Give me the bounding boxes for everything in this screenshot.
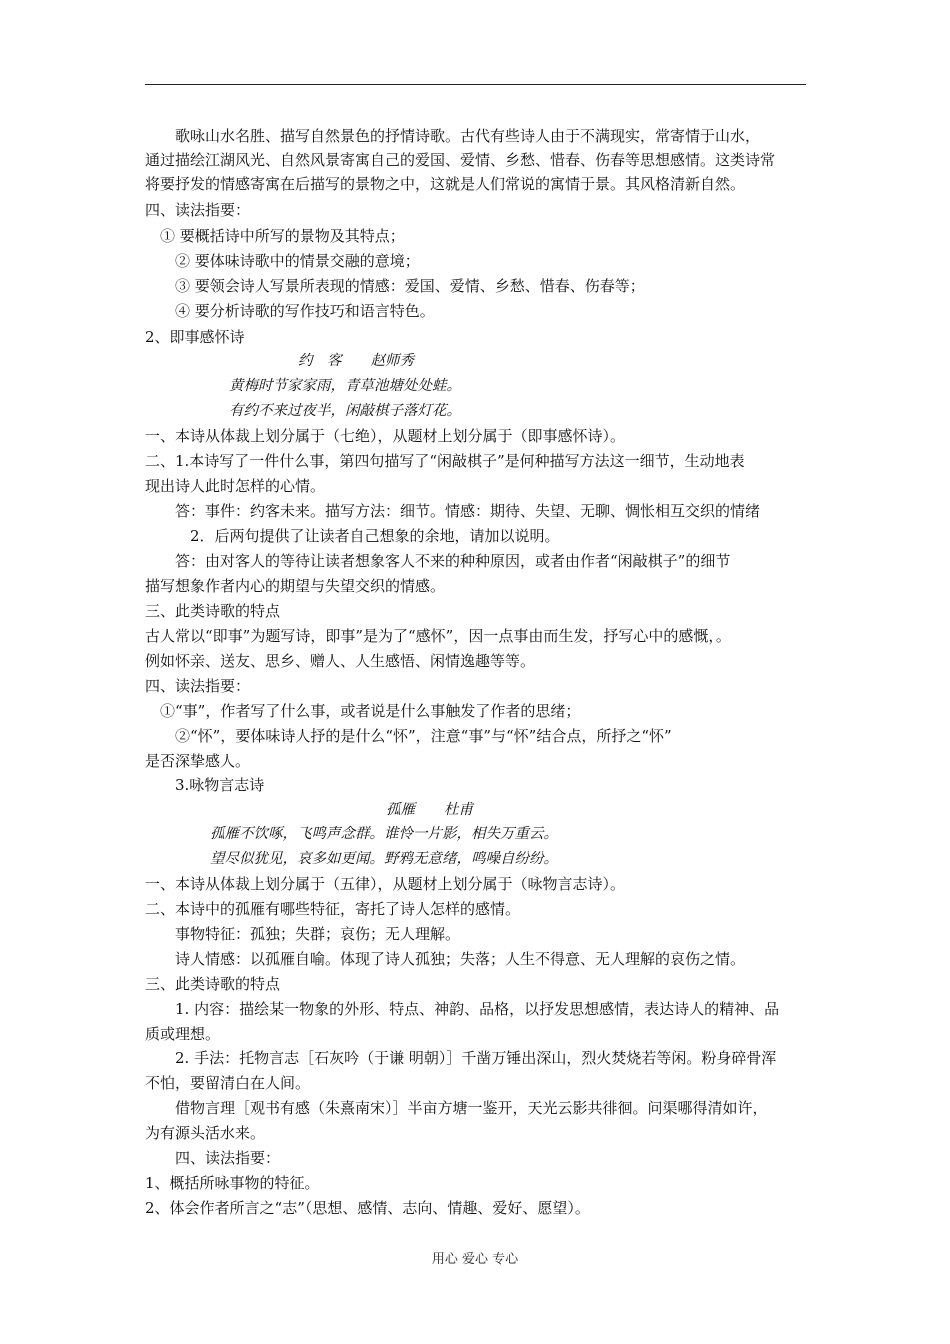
poem-title: 孤雁 杜甫 <box>386 802 473 818</box>
poem-line: 孤雁不饮啄，飞鸣声念群。谁怜一片影，相失万重云。 <box>210 826 558 842</box>
header-rule <box>145 84 806 85</box>
paragraph-line: 二、1.本诗写了一件什么事，第四句描写了“闲敲棋子”是何种描写方法这一细节，生动地表 <box>145 452 745 470</box>
paragraph-line: 通过描绘江湖风光、自然风景寄寓自己的爱国、爱情、乡愁、惜春、伤春等思想感情。这类诗常 <box>145 151 776 169</box>
section-heading: 三、此类诗歌的特点 <box>145 602 281 620</box>
paragraph-line: 二、本诗中的孤雁有哪些特征，寄托了诗人怎样的感情。 <box>145 900 521 918</box>
paragraph-line: 不怕，要留清白在人间。 <box>145 1074 311 1092</box>
poem-line: 有约不来过夜半，闲敲棋子落灯花。 <box>229 403 461 419</box>
poem-title: 约 客 赵师秀 <box>298 353 414 369</box>
paragraph-line: 将要抒发的情感寄寓在后描写的景物之中，这就是人们常说的寓情于景。其风格清新自然。 <box>145 175 746 193</box>
paragraph-line: 歌咏山水名胜、描写自然景色的抒情诗歌。古代有些诗人由于不满现实，常寄情于山水， <box>145 127 761 145</box>
paragraph-line: 1. 内容：描绘某一物象的外形、特点、神韵、品格，以抒发思想感情，表达诗人的精神、品 <box>145 1000 780 1018</box>
list-item: 是否深挚感人。 <box>145 752 251 770</box>
list-item: 2、体会作者所言之“志”（思想、感情、志向、情趣、爱好、愿望）。 <box>145 1199 590 1217</box>
paragraph-line: 2．后两句提供了让读者自己想象的余地，请加以说明。 <box>145 527 560 545</box>
paragraph-line: 描写想象作者内心的期望与失望交织的情感。 <box>145 577 446 595</box>
paragraph-line: 为有源头活水来。 <box>145 1124 266 1142</box>
list-item: ②“怀”，要体味诗人抒的是什么“怀”，注意“事”与“怀”结合点，所抒之“怀” <box>145 727 672 745</box>
section-heading: 四、读法指要： <box>145 1149 281 1167</box>
list-item: ① 要概括诗中所写的景物及其特点； <box>145 227 405 245</box>
section-heading: 三、此类诗歌的特点 <box>145 975 281 993</box>
list-item: ② 要体味诗歌中的情景交融的意境； <box>145 252 420 270</box>
paragraph-line: 答：事件：约客未来。描写方法：细节。情感：期待、失望、无聊、惆怅相互交织的情绪 <box>145 502 761 520</box>
list-item: ④ 要分析诗歌的写作技巧和语言特色。 <box>145 302 435 320</box>
paragraph-line: 例如怀亲、送友、思乡、赠人、人生感悟、闲情逸趣等等。 <box>145 652 536 670</box>
paragraph-line: 古人常以“即事”为题写诗，即事”是为了“感怀”，因一点事由而生发，抒写心中的感慨，。 <box>145 627 731 645</box>
page-footer: 用心 爱心 专心 <box>431 1252 519 1267</box>
section-heading: 2、即事感怀诗 <box>145 328 245 346</box>
section-heading: 四、读法指要： <box>145 677 251 695</box>
paragraph-line: 事物特征：孤独；失群；哀伤；无人理解。 <box>145 925 461 943</box>
section-heading: 3.咏物言志诗 <box>145 776 265 794</box>
list-item: ③ 要领会诗人写景所表现的情感：爱国、爱情、乡愁、惜春、伤春等； <box>145 277 645 295</box>
poem-line: 望尽似犹见，哀多如更闻。野鸦无意绪，鸣噪自纷纷。 <box>210 851 558 867</box>
paragraph-line: 一、本诗从体裁上划分属于（五律），从题材上划分属于（咏物言志诗）。 <box>145 875 626 893</box>
list-item: ①“事”，作者写了什么事，或者说是什么事触发了作者的思绪； <box>145 702 581 720</box>
paragraph-line: 答：由对客人的等待让读者想象客人不来的种种原因，或者由作者“闲敲棋子”的细节 <box>145 552 731 570</box>
paragraph-line: 2. 手法：托物言志［石灰吟（于谦 明朝）］千凿万锤出深山，烈火焚烧若等闲。粉身碎骨浑 <box>145 1049 777 1067</box>
paragraph-line: 现出诗人此时怎样的心情。 <box>145 477 326 495</box>
section-heading: 四、读法指要： <box>145 201 251 219</box>
paragraph-line: 一、本诗从体裁上划分属于（七绝），从题材上划分属于（即事感怀诗）。 <box>145 427 626 445</box>
paragraph-line: 质或理想。 <box>145 1025 221 1043</box>
list-item: 1、概括所咏事物的特征。 <box>145 1174 320 1192</box>
paragraph-line: 借物言理［观书有感（朱熹南宋）］半亩方塘一鉴开，天光云影共徘徊。问渠哪得清如许， <box>145 1099 768 1117</box>
paragraph-line: 诗人情感：以孤雁自喻。体现了诗人孤独；失落；人生不得意、无人理解的哀伤之情。 <box>145 950 746 968</box>
poem-line: 黄梅时节家家雨，青草池塘处处蛙。 <box>229 378 461 394</box>
